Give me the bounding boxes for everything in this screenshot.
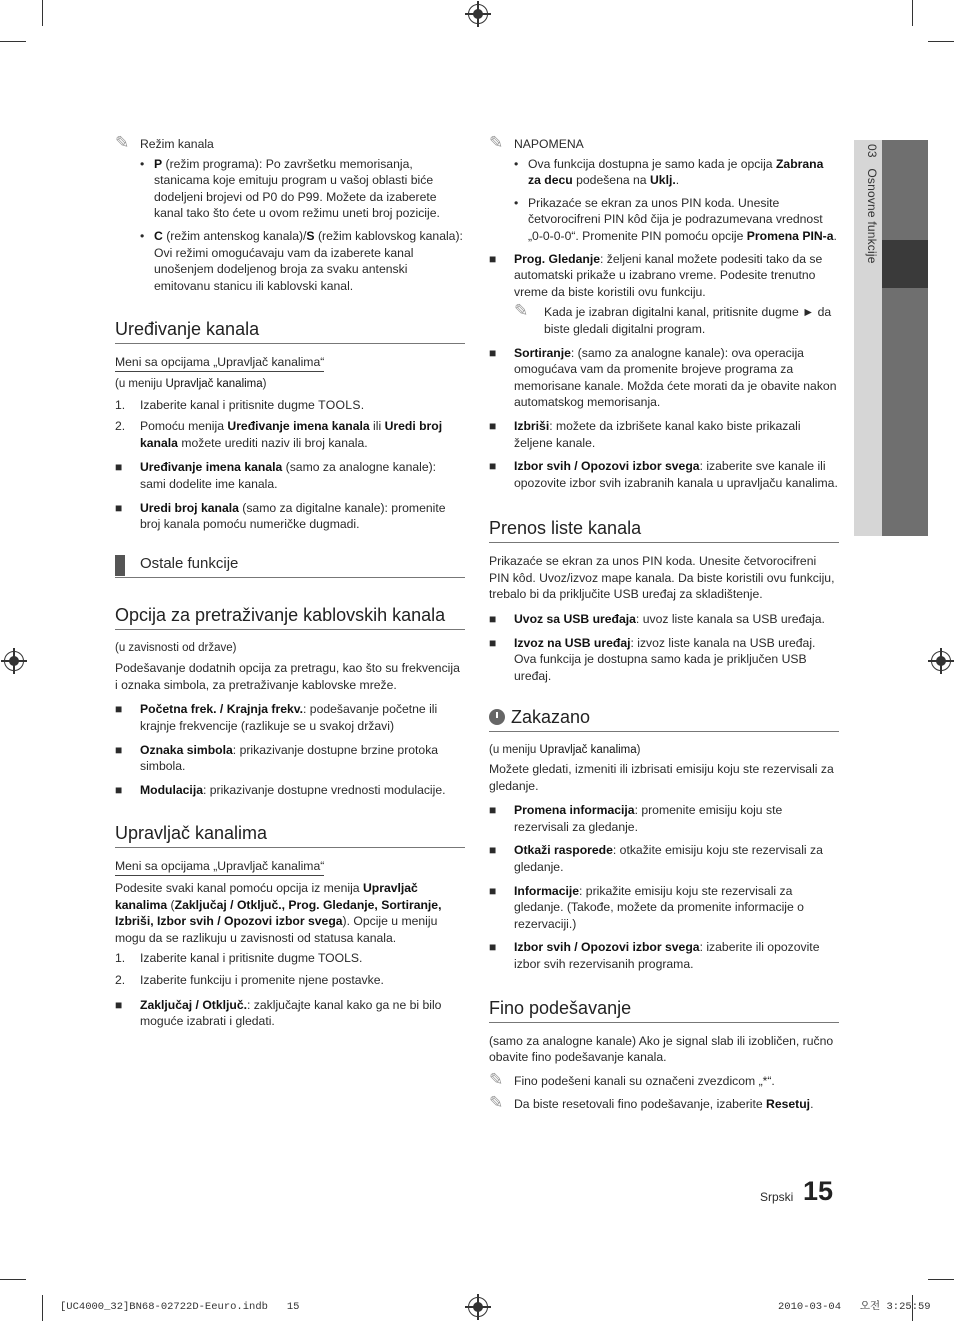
- page-language: Srpski: [760, 1190, 794, 1204]
- square-bullet-icon: ■: [489, 883, 497, 898]
- left-column: [115, 133, 465, 1037]
- section-heading-cable: Opcija za pretraživanje kablovskih kanala: [115, 604, 465, 630]
- chapter-tab: [854, 140, 928, 536]
- in-menu-note: (u meniju Upravljač kanalima): [489, 744, 641, 757]
- option-item: ■ Izbor svih / Opozovi izbor svega: izaberite ili opozovite izbor svih rezervisanih programa.: [489, 940, 820, 971]
- section-heading-fine: Fino podešavanje: [489, 997, 839, 1023]
- square-bullet-icon: ■: [489, 803, 497, 818]
- mode-note: ✎ Režim kanala: [115, 133, 214, 152]
- square-bullet-icon: ■: [489, 612, 497, 627]
- note-pencil-icon: ✎: [489, 1069, 504, 1089]
- cable-intro: Podešavanje dodatnih opcija za pretragu, kao što su frekvencija i oznaka simbola, za pretraživanje kablovske mreže.: [115, 661, 460, 692]
- option-item: ■ Oznaka simbola: prikazivanje dostupne brzine protoka simbola.: [115, 742, 439, 774]
- napomena-note: ✎ NAPOMENA: [489, 133, 584, 152]
- crop-mark: [928, 1279, 954, 1280]
- registration-mark-icon: [931, 651, 951, 671]
- step: 2. Izaberite funkciju i promenite njene postavke.: [115, 973, 384, 987]
- square-bullet-icon: ■: [489, 418, 497, 433]
- fine-note: ✎ Fino podešeni kanali su označeni zvezdicom „*“.: [489, 1069, 775, 1089]
- footer-file: [UC4000_32]BN68-02722D-Eeuro.indb 15: [60, 1301, 300, 1313]
- chapter-tab-dark: [882, 140, 928, 536]
- option-item: ■ Izvoz na USB uređaj: izvoz liste kanala na USB uređaj. Ova funkcija je dostupna samo kada je priključen USB uređaj.: [489, 635, 816, 683]
- registration-mark-icon: [4, 651, 24, 671]
- option-item: ■ Promena informacija: promenite emisiju koju ste rezervisali za gledanje.: [489, 803, 783, 834]
- fine-intro: (samo za analogne kanale) Ako je signal slab ili izobličen, ručno obavite fino podešavanje kanala.: [489, 1033, 834, 1065]
- chapter-number: 03: [865, 144, 879, 158]
- option-item: ■ Informacije: prikažite emisiju koju ste rezervisali za gledanje. (Takođe, možete da promenite informacije o rezervaciji.): [489, 883, 804, 931]
- subsection-bar: [115, 555, 125, 576]
- crop-mark: [928, 41, 954, 42]
- square-bullet-icon: ■: [489, 635, 497, 650]
- option-item: ■ Uređivanje imena kanala (samo za analogne kanale): sami dodelite ime kanala.: [115, 460, 437, 491]
- crop-mark: [42, 0, 43, 26]
- in-menu-note: (u meniju Upravljač kanalima): [115, 377, 267, 390]
- subsection-heading-other: Ostale funkcije: [115, 555, 465, 578]
- registration-mark-icon: [468, 4, 488, 24]
- page-number: 15: [803, 1176, 834, 1206]
- note-pencil-icon: ✎: [489, 1093, 504, 1113]
- manager-intro: Podesite svaki kanal pomoću opcija iz menija Upravljač kanalima (Zaključaj / Otključ., Prog. Gledanje, Sortiranje, Izbriši, Izbor svih / Opozovi izbor svega). Opcije u meniju mogu da se razlikuju u zavisnosti od statusa kanala.: [115, 881, 442, 945]
- step: 2. Pomoću menija Uređivanje imena kanala ili Uredi broj kanala možete urediti naziv ili broj kanala.: [115, 419, 443, 450]
- registration-mark-icon: [468, 1297, 488, 1317]
- menu-path: Meni sa opcijama „Upravljač kanalima“: [115, 354, 324, 372]
- chapter-tab-label: [858, 144, 880, 264]
- step: 1. Izaberite kanal i pritisnite dugme TOOLS.: [115, 951, 363, 966]
- transfer-intro: Prikazaće se ekran za unos PIN koda. Unesite četvorocifreni PIN kôd. Uvoz/izvoz mape kanala. Da biste koristili ovu funkciju, trebalo bi da priključite USB uređaj za skladištenje.: [489, 554, 835, 602]
- step: 1. Izaberite kanal i pritisnite dugme TOOLS.: [115, 397, 365, 412]
- chapter-tab-marker: [882, 240, 928, 288]
- footer-date: 2010-03-04 오전 3:25:59: [778, 1301, 931, 1313]
- square-bullet-icon: ■: [489, 940, 497, 955]
- section-heading-scheduled: Zakazano: [489, 706, 839, 732]
- menu-path: Meni sa opcijama „Upravljač kanalima“: [115, 858, 324, 876]
- option-item: ■ Zaključaj / Otključ.: zaključajte kanal kako ga ne bi bilo moguće izabrati i gledati.: [115, 997, 442, 1029]
- square-bullet-icon: ■: [115, 702, 123, 717]
- option-item: ■ Uredi broj kanala (samo za digitalne kanale): promenite broj kanala pomoću numeričke dugmadi.: [115, 500, 446, 532]
- option-item: ■ Sortiranje: (samo za analogne kanale): ova operacija omogućava vam da promenite brojeve programa za memorisane kanale. Možda ćete morati da je obavite nakon automatskog memorisanja.: [489, 345, 837, 410]
- digital-note: ✎ Kada je izabran digitalni kanal, pritisnite dugme ► da biste gledali digitalni program.: [514, 301, 832, 336]
- note-pencil-icon: ✎: [489, 133, 504, 152]
- country-note: (u zavisnosti od države): [115, 641, 237, 654]
- mode-bullet: • C (režim antenskog kanala)/S (režim kablovskog kanala): Ovi režimi omogućavaju vam da izaberete kanal unošenjem dodeljenog broja za svaku antenski emitovanu stanicu ili kablovski kanal.: [140, 228, 465, 294]
- note-bullet: • Prikazaće se ekran za unos PIN koda. Unesite četvorocifreni PIN kôd čija je podrazumevana vrednost „0-0-0-0“. Promenite PIN pomoću opcije Promena PIN-a.: [514, 195, 839, 245]
- right-column: [489, 133, 839, 1116]
- option-item: ■ Prog. Gledanje: željeni kanal možete podesiti tako da se automatski prikaže u izabrano vreme. Podesite trenutno vreme da biste koristili ovu funkciju.: [489, 251, 823, 299]
- square-bullet-icon: ■: [115, 742, 123, 757]
- option-item: ■ Izbriši: možete da izbrišete kanal kako biste prikazali željene kanale.: [489, 418, 801, 450]
- option-item: ■ Otkaži rasporede: otkažite emisiju koju ste rezervisali za gledanje.: [489, 843, 823, 874]
- crop-mark: [42, 1295, 43, 1321]
- square-bullet-icon: ■: [115, 460, 123, 475]
- section-heading-transfer: Prenos liste kanala: [489, 517, 839, 543]
- crop-mark: [0, 1279, 26, 1280]
- square-bullet-icon: ■: [489, 459, 497, 474]
- square-bullet-icon: ■: [489, 345, 497, 360]
- square-bullet-icon: ■: [489, 843, 497, 858]
- section-heading-edit: Uređivanje kanala: [115, 318, 465, 344]
- option-item: ■ Uvoz sa USB uređaja: uvoz liste kanala sa USB uređaja.: [489, 612, 825, 627]
- note-pencil-icon: ✎: [514, 301, 529, 321]
- crop-mark: [0, 41, 26, 42]
- square-bullet-icon: ■: [489, 251, 497, 266]
- chapter-title: Osnovne funkcije: [865, 168, 879, 264]
- mode-bullet: • P (režim programa): Po završetku memorisanja, stanicama koje emituju program u vašoj oblasti biće dodeljeni brojevi od P0 do P99. Možete da izaberete kanal tako što ćete u ovom režimu uneti broj pozicije.: [140, 156, 465, 222]
- fine-note: ✎ Da biste resetovali fino podešavanje, izaberite Resetuj.: [489, 1093, 814, 1113]
- note-pencil-icon: ✎: [115, 133, 130, 152]
- crop-mark: [912, 0, 913, 26]
- square-bullet-icon: ■: [115, 782, 123, 797]
- scheduled-intro: Možete gledati, izmeniti ili izbrisati emisiju koju ste rezervisali za gledanje.: [489, 762, 834, 793]
- note-bullet: • Ova funkcija dostupna je samo kada je opcija Zabrana za decu podešena na Uklj..: [514, 156, 839, 189]
- option-item: ■ Početna frek. / Krajnja frekv.: podešavanje početne ili krajnje frekvencije (razlikuje se u svakoj državi): [115, 702, 438, 734]
- square-bullet-icon: ■: [115, 997, 123, 1012]
- square-bullet-icon: ■: [115, 500, 123, 515]
- section-heading-manager: Upravljač kanalima: [115, 822, 465, 848]
- option-item: ■ Izbor svih / Opozovi izbor svega: izaberite sve kanale ili opozovite izbor svih izabranih kanala u upravljaču kanalima.: [489, 459, 838, 490]
- option-item: ■ Modulacija: prikazivanje dostupne vrednosti modulacije.: [115, 782, 446, 797]
- clock-icon: [489, 709, 505, 725]
